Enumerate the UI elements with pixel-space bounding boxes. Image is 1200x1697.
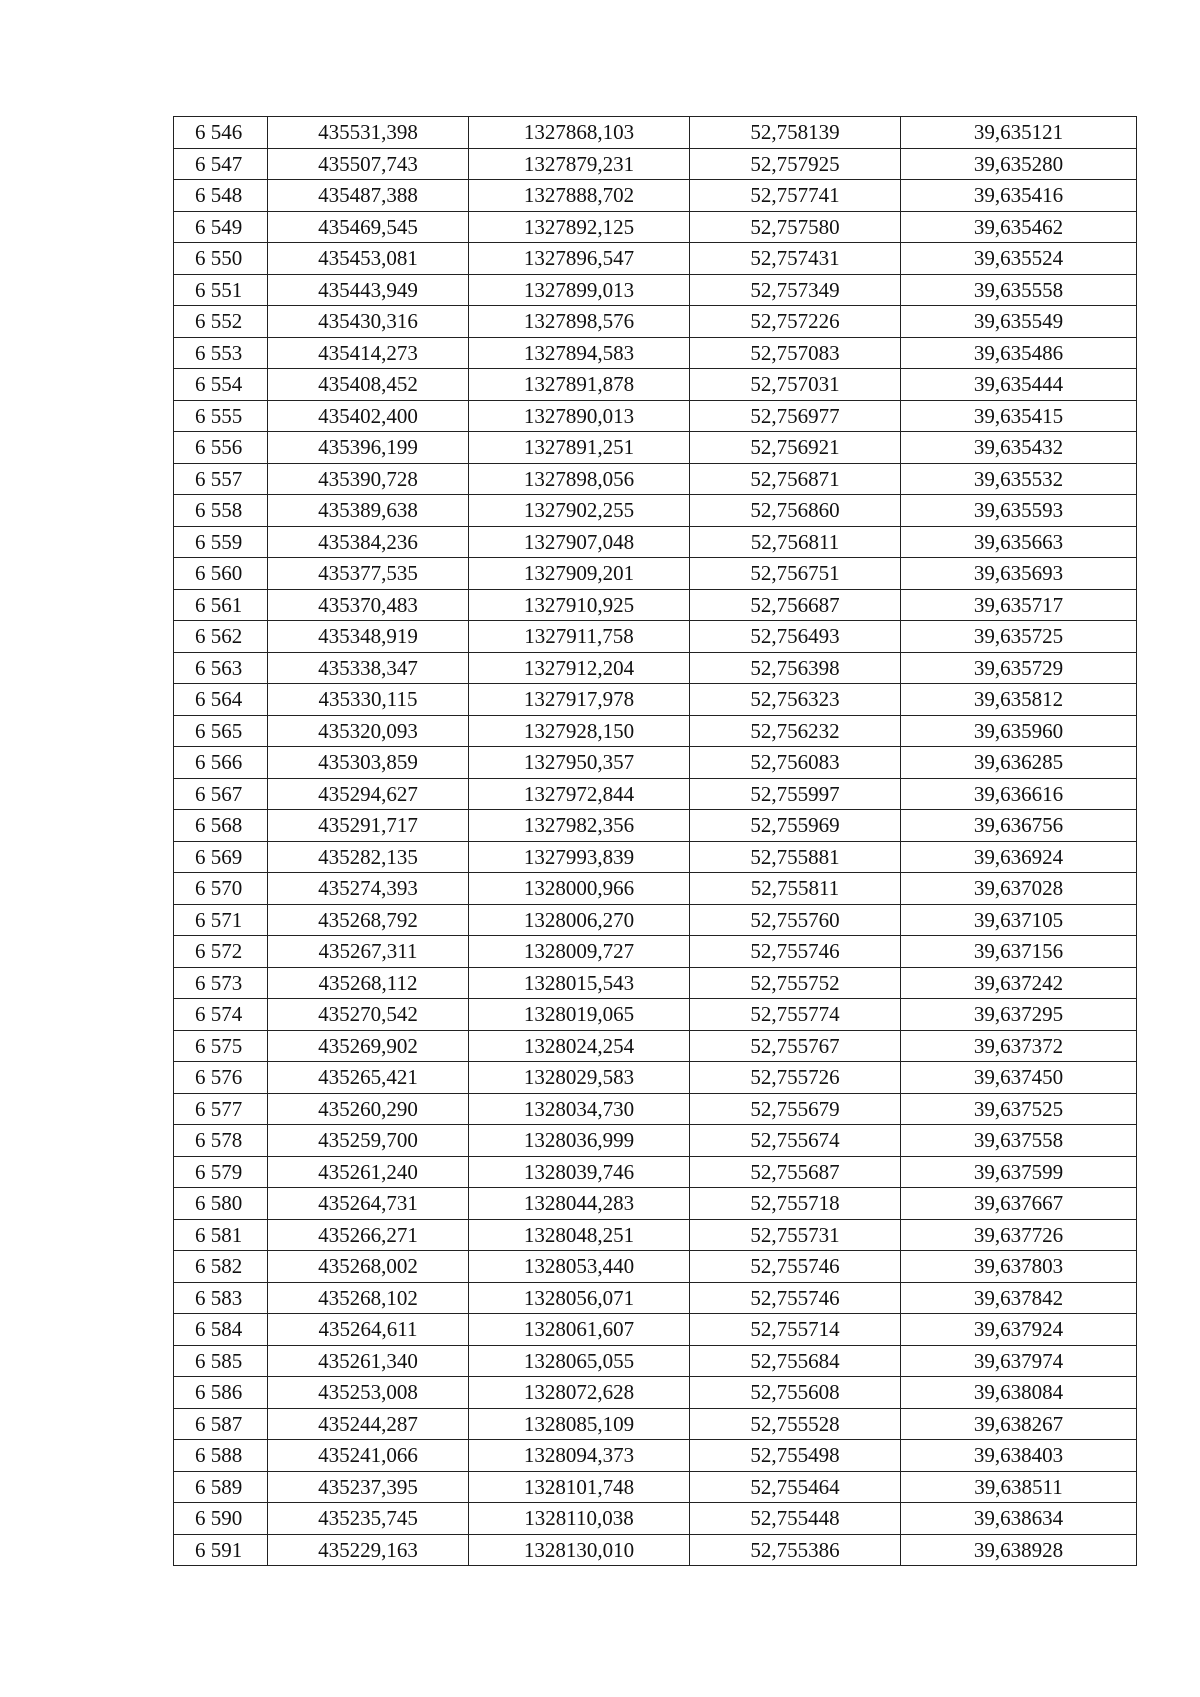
longitude-cell: 39,637726 [901,1219,1137,1251]
y-coordinate-cell: 1327896,547 [469,243,690,275]
table-row [174,747,1137,779]
coordinates-table-body [174,117,1137,1566]
longitude-cell: 39,638084 [901,1377,1137,1409]
table-row [174,1471,1137,1503]
point-number-cell: 6 561 [174,589,268,621]
x-coordinate-cell: 435259,700 [268,1125,469,1157]
x-coordinate-cell: 435268,102 [268,1282,469,1314]
longitude-cell: 39,636616 [901,778,1137,810]
longitude-cell: 39,635444 [901,369,1137,401]
longitude-cell: 39,637450 [901,1062,1137,1094]
x-coordinate-cell: 435453,081 [268,243,469,275]
point-number-cell: 6 558 [174,495,268,527]
x-coordinate-cell: 435348,919 [268,621,469,653]
latitude-cell: 52,757083 [690,337,901,369]
y-coordinate-cell: 1327928,150 [469,715,690,747]
table-row [174,715,1137,747]
latitude-cell: 52,757741 [690,180,901,212]
point-number-cell: 6 579 [174,1156,268,1188]
y-coordinate-cell: 1328029,583 [469,1062,690,1094]
point-number-cell: 6 583 [174,1282,268,1314]
latitude-cell: 52,756921 [690,432,901,464]
y-coordinate-cell: 1327972,844 [469,778,690,810]
point-number-cell: 6 573 [174,967,268,999]
y-coordinate-cell: 1327898,576 [469,306,690,338]
x-coordinate-cell: 435469,545 [268,211,469,243]
longitude-cell: 39,636285 [901,747,1137,779]
point-number-cell: 6 588 [174,1440,268,1472]
longitude-cell: 39,635549 [901,306,1137,338]
table-row [174,1030,1137,1062]
x-coordinate-cell: 435402,400 [268,400,469,432]
point-number-cell: 6 551 [174,274,268,306]
point-number-cell: 6 585 [174,1345,268,1377]
longitude-cell: 39,637156 [901,936,1137,968]
y-coordinate-cell: 1327898,056 [469,463,690,495]
point-number-cell: 6 580 [174,1188,268,1220]
y-coordinate-cell: 1327917,978 [469,684,690,716]
y-coordinate-cell: 1328053,440 [469,1251,690,1283]
x-coordinate-cell: 435320,093 [268,715,469,747]
y-coordinate-cell: 1327891,878 [469,369,690,401]
table-row [174,1188,1137,1220]
x-coordinate-cell: 435291,717 [268,810,469,842]
point-number-cell: 6 582 [174,1251,268,1283]
longitude-cell: 39,635812 [901,684,1137,716]
point-number-cell: 6 565 [174,715,268,747]
y-coordinate-cell: 1328039,746 [469,1156,690,1188]
y-coordinate-cell: 1327982,356 [469,810,690,842]
table-row [174,211,1137,243]
point-number-cell: 6 576 [174,1062,268,1094]
latitude-cell: 52,755687 [690,1156,901,1188]
latitude-cell: 52,756687 [690,589,901,621]
longitude-cell: 39,635960 [901,715,1137,747]
x-coordinate-cell: 435338,347 [268,652,469,684]
point-number-cell: 6 546 [174,117,268,149]
y-coordinate-cell: 1327907,048 [469,526,690,558]
point-number-cell: 6 560 [174,558,268,590]
point-number-cell: 6 547 [174,148,268,180]
latitude-cell: 52,755464 [690,1471,901,1503]
latitude-cell: 52,755746 [690,1282,901,1314]
longitude-cell: 39,635532 [901,463,1137,495]
table-row [174,1314,1137,1346]
y-coordinate-cell: 1327891,251 [469,432,690,464]
longitude-cell: 39,638267 [901,1408,1137,1440]
y-coordinate-cell: 1328065,055 [469,1345,690,1377]
latitude-cell: 52,756871 [690,463,901,495]
x-coordinate-cell: 435266,271 [268,1219,469,1251]
table-row [174,841,1137,873]
longitude-cell: 39,638928 [901,1534,1137,1566]
longitude-cell: 39,637242 [901,967,1137,999]
latitude-cell: 52,755969 [690,810,901,842]
x-coordinate-cell: 435430,316 [268,306,469,338]
table-row [174,1062,1137,1094]
latitude-cell: 52,755746 [690,936,901,968]
table-row [174,621,1137,653]
x-coordinate-cell: 435443,949 [268,274,469,306]
longitude-cell: 39,637372 [901,1030,1137,1062]
point-number-cell: 6 557 [174,463,268,495]
point-number-cell: 6 570 [174,873,268,905]
x-coordinate-cell: 435270,542 [268,999,469,1031]
table-row [174,1440,1137,1472]
point-number-cell: 6 552 [174,306,268,338]
x-coordinate-cell: 435330,115 [268,684,469,716]
longitude-cell: 39,635121 [901,117,1137,149]
table-row [174,306,1137,338]
point-number-cell: 6 589 [174,1471,268,1503]
latitude-cell: 52,755714 [690,1314,901,1346]
point-number-cell: 6 578 [174,1125,268,1157]
y-coordinate-cell: 1328094,373 [469,1440,690,1472]
longitude-cell: 39,635524 [901,243,1137,275]
point-number-cell: 6 556 [174,432,268,464]
longitude-cell: 39,635663 [901,526,1137,558]
latitude-cell: 52,755674 [690,1125,901,1157]
latitude-cell: 52,755811 [690,873,901,905]
longitude-cell: 39,637295 [901,999,1137,1031]
y-coordinate-cell: 1328006,270 [469,904,690,936]
x-coordinate-cell: 435265,421 [268,1062,469,1094]
latitude-cell: 52,755726 [690,1062,901,1094]
point-number-cell: 6 562 [174,621,268,653]
y-coordinate-cell: 1327868,103 [469,117,690,149]
longitude-cell: 39,638403 [901,1440,1137,1472]
point-number-cell: 6 563 [174,652,268,684]
y-coordinate-cell: 1328048,251 [469,1219,690,1251]
longitude-cell: 39,635462 [901,211,1137,243]
latitude-cell: 52,755679 [690,1093,901,1125]
y-coordinate-cell: 1327894,583 [469,337,690,369]
y-coordinate-cell: 1328034,730 [469,1093,690,1125]
x-coordinate-cell: 435274,393 [268,873,469,905]
latitude-cell: 52,756751 [690,558,901,590]
x-coordinate-cell: 435260,290 [268,1093,469,1125]
table-row [174,1156,1137,1188]
table-row [174,1534,1137,1566]
x-coordinate-cell: 435507,743 [268,148,469,180]
point-number-cell: 6 581 [174,1219,268,1251]
y-coordinate-cell: 1327879,231 [469,148,690,180]
table-row [174,904,1137,936]
x-coordinate-cell: 435384,236 [268,526,469,558]
latitude-cell: 52,755760 [690,904,901,936]
longitude-cell: 39,635725 [901,621,1137,653]
y-coordinate-cell: 1327912,204 [469,652,690,684]
longitude-cell: 39,636924 [901,841,1137,873]
table-row [174,967,1137,999]
point-number-cell: 6 572 [174,936,268,968]
point-number-cell: 6 591 [174,1534,268,1566]
table-row [174,873,1137,905]
latitude-cell: 52,757580 [690,211,901,243]
table-row [174,558,1137,590]
latitude-cell: 52,755684 [690,1345,901,1377]
latitude-cell: 52,757031 [690,369,901,401]
point-number-cell: 6 575 [174,1030,268,1062]
x-coordinate-cell: 435267,311 [268,936,469,968]
longitude-cell: 39,635693 [901,558,1137,590]
x-coordinate-cell: 435390,728 [268,463,469,495]
latitude-cell: 52,755746 [690,1251,901,1283]
x-coordinate-cell: 435370,483 [268,589,469,621]
x-coordinate-cell: 435229,163 [268,1534,469,1566]
x-coordinate-cell: 435269,902 [268,1030,469,1062]
latitude-cell: 52,756083 [690,747,901,779]
latitude-cell: 52,757925 [690,148,901,180]
longitude-cell: 39,635280 [901,148,1137,180]
latitude-cell: 52,755774 [690,999,901,1031]
table-row [174,1408,1137,1440]
longitude-cell: 39,637974 [901,1345,1137,1377]
table-row [174,274,1137,306]
table-row [174,936,1137,968]
longitude-cell: 39,635415 [901,400,1137,432]
latitude-cell: 52,755718 [690,1188,901,1220]
y-coordinate-cell: 1328085,109 [469,1408,690,1440]
table-row [174,1282,1137,1314]
x-coordinate-cell: 435264,611 [268,1314,469,1346]
point-number-cell: 6 577 [174,1093,268,1125]
table-row [174,369,1137,401]
longitude-cell: 39,637803 [901,1251,1137,1283]
longitude-cell: 39,637599 [901,1156,1137,1188]
y-coordinate-cell: 1328056,071 [469,1282,690,1314]
table-row [174,1093,1137,1125]
latitude-cell: 52,755881 [690,841,901,873]
point-number-cell: 6 555 [174,400,268,432]
y-coordinate-cell: 1328009,727 [469,936,690,968]
point-number-cell: 6 567 [174,778,268,810]
y-coordinate-cell: 1327950,357 [469,747,690,779]
x-coordinate-cell: 435294,627 [268,778,469,810]
point-number-cell: 6 549 [174,211,268,243]
point-number-cell: 6 564 [174,684,268,716]
x-coordinate-cell: 435268,792 [268,904,469,936]
latitude-cell: 52,755767 [690,1030,901,1062]
y-coordinate-cell: 1327911,758 [469,621,690,653]
point-number-cell: 6 574 [174,999,268,1031]
latitude-cell: 52,756811 [690,526,901,558]
coordinates-table [173,116,1137,1566]
x-coordinate-cell: 435235,745 [268,1503,469,1535]
x-coordinate-cell: 435414,273 [268,337,469,369]
table-row [174,684,1137,716]
x-coordinate-cell: 435268,112 [268,967,469,999]
y-coordinate-cell: 1327909,201 [469,558,690,590]
longitude-cell: 39,638511 [901,1471,1137,1503]
point-number-cell: 6 586 [174,1377,268,1409]
y-coordinate-cell: 1327888,702 [469,180,690,212]
point-number-cell: 6 559 [174,526,268,558]
x-coordinate-cell: 435268,002 [268,1251,469,1283]
point-number-cell: 6 587 [174,1408,268,1440]
table-row [174,400,1137,432]
latitude-cell: 52,756398 [690,652,901,684]
y-coordinate-cell: 1327902,255 [469,495,690,527]
longitude-cell: 39,635717 [901,589,1137,621]
table-row [174,243,1137,275]
latitude-cell: 52,755997 [690,778,901,810]
table-row [174,589,1137,621]
latitude-cell: 52,755608 [690,1377,901,1409]
table-row [174,180,1137,212]
y-coordinate-cell: 1328000,966 [469,873,690,905]
x-coordinate-cell: 435408,452 [268,369,469,401]
x-coordinate-cell: 435389,638 [268,495,469,527]
y-coordinate-cell: 1328110,038 [469,1503,690,1535]
x-coordinate-cell: 435244,287 [268,1408,469,1440]
longitude-cell: 39,635593 [901,495,1137,527]
point-number-cell: 6 553 [174,337,268,369]
point-number-cell: 6 584 [174,1314,268,1346]
x-coordinate-cell: 435282,135 [268,841,469,873]
point-number-cell: 6 568 [174,810,268,842]
table-row [174,778,1137,810]
latitude-cell: 52,756493 [690,621,901,653]
latitude-cell: 52,757349 [690,274,901,306]
longitude-cell: 39,637924 [901,1314,1137,1346]
longitude-cell: 39,635432 [901,432,1137,464]
y-coordinate-cell: 1328019,065 [469,999,690,1031]
table-row [174,1251,1137,1283]
table-row [174,1125,1137,1157]
latitude-cell: 52,755386 [690,1534,901,1566]
table-row [174,1377,1137,1409]
y-coordinate-cell: 1327910,925 [469,589,690,621]
longitude-cell: 39,636756 [901,810,1137,842]
longitude-cell: 39,637525 [901,1093,1137,1125]
x-coordinate-cell: 435261,340 [268,1345,469,1377]
y-coordinate-cell: 1328036,999 [469,1125,690,1157]
table-row [174,526,1137,558]
latitude-cell: 52,756232 [690,715,901,747]
point-number-cell: 6 554 [174,369,268,401]
y-coordinate-cell: 1328061,607 [469,1314,690,1346]
longitude-cell: 39,635558 [901,274,1137,306]
x-coordinate-cell: 435253,008 [268,1377,469,1409]
table-row [174,652,1137,684]
y-coordinate-cell: 1327899,013 [469,274,690,306]
point-number-cell: 6 590 [174,1503,268,1535]
y-coordinate-cell: 1328024,254 [469,1030,690,1062]
table-row [174,999,1137,1031]
x-coordinate-cell: 435531,398 [268,117,469,149]
latitude-cell: 52,756860 [690,495,901,527]
latitude-cell: 52,757431 [690,243,901,275]
x-coordinate-cell: 435487,388 [268,180,469,212]
x-coordinate-cell: 435377,535 [268,558,469,590]
latitude-cell: 52,758139 [690,117,901,149]
x-coordinate-cell: 435303,859 [268,747,469,779]
latitude-cell: 52,756323 [690,684,901,716]
table-row [174,432,1137,464]
longitude-cell: 39,637105 [901,904,1137,936]
x-coordinate-cell: 435241,066 [268,1440,469,1472]
longitude-cell: 39,635486 [901,337,1137,369]
y-coordinate-cell: 1327890,013 [469,400,690,432]
latitude-cell: 52,755528 [690,1408,901,1440]
x-coordinate-cell: 435237,395 [268,1471,469,1503]
latitude-cell: 52,755731 [690,1219,901,1251]
longitude-cell: 39,635729 [901,652,1137,684]
y-coordinate-cell: 1328130,010 [469,1534,690,1566]
point-number-cell: 6 566 [174,747,268,779]
x-coordinate-cell: 435261,240 [268,1156,469,1188]
longitude-cell: 39,637028 [901,873,1137,905]
table-row [174,1345,1137,1377]
point-number-cell: 6 571 [174,904,268,936]
table-row [174,810,1137,842]
point-number-cell: 6 548 [174,180,268,212]
latitude-cell: 52,755498 [690,1440,901,1472]
y-coordinate-cell: 1328044,283 [469,1188,690,1220]
y-coordinate-cell: 1327892,125 [469,211,690,243]
table-row [174,495,1137,527]
table-row [174,337,1137,369]
table-row [174,1503,1137,1535]
latitude-cell: 52,755752 [690,967,901,999]
longitude-cell: 39,637842 [901,1282,1137,1314]
y-coordinate-cell: 1327993,839 [469,841,690,873]
longitude-cell: 39,638634 [901,1503,1137,1535]
latitude-cell: 52,755448 [690,1503,901,1535]
y-coordinate-cell: 1328072,628 [469,1377,690,1409]
latitude-cell: 52,757226 [690,306,901,338]
table-row [174,148,1137,180]
y-coordinate-cell: 1328101,748 [469,1471,690,1503]
table-row [174,117,1137,149]
table-row [174,463,1137,495]
longitude-cell: 39,635416 [901,180,1137,212]
y-coordinate-cell: 1328015,543 [469,967,690,999]
longitude-cell: 39,637558 [901,1125,1137,1157]
point-number-cell: 6 550 [174,243,268,275]
table-row [174,1219,1137,1251]
latitude-cell: 52,756977 [690,400,901,432]
point-number-cell: 6 569 [174,841,268,873]
longitude-cell: 39,637667 [901,1188,1137,1220]
x-coordinate-cell: 435264,731 [268,1188,469,1220]
x-coordinate-cell: 435396,199 [268,432,469,464]
